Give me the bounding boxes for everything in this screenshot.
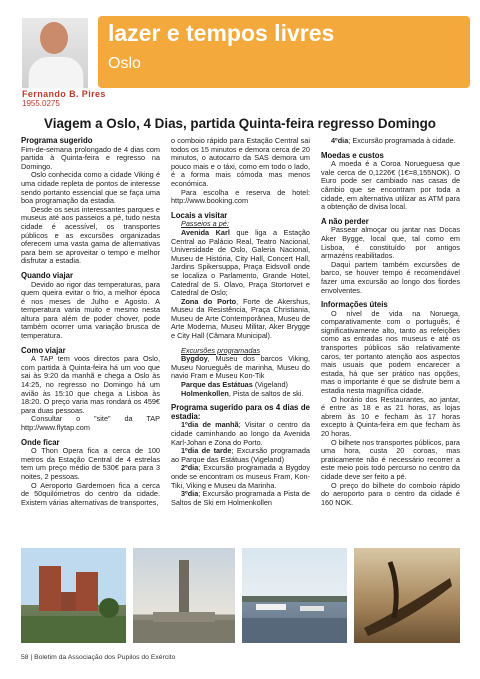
author-photo — [22, 18, 88, 88]
paragraph: O horário dos Restaurantes, ao jantar, é entre as 18 e as 21 horas, as lojas abrem às 10 e fecham às 17 horas excepto à Quinta-feira em que fecham às 20 horas. — [321, 394, 460, 438]
vigeland-monolith-photo — [133, 548, 235, 643]
paragraph — [171, 390, 310, 399]
author-name: Fernando B. Pires — [22, 89, 106, 99]
monolith-illustration — [133, 548, 235, 643]
day-label: 2ºdia — [181, 463, 199, 473]
paragraph: O preço do bilhete do comboio rápido do aeroporto para o centro da cidade é 160 NOK. — [321, 480, 460, 507]
harbour-photo — [242, 548, 347, 643]
paragraph — [171, 355, 310, 381]
paragraph — [171, 298, 310, 341]
day-desc: ; Excursão programada à cidade. — [348, 136, 456, 145]
paragraph: o comboio rápido para Estação Central sai todos os 15 minutos e demora cerca de 20 minutos, o autocarro da SAS demora um pouco mais e o táxi, como em todo o lado, é a forma mais cómoda mas menos económica. — [171, 136, 310, 188]
heading-onde-ficar: Onde ficar — [21, 437, 60, 447]
day-desc: ; Visitar o centro da cidade caminhando ao longo da Avenida Karl-Johan e Zona do Porto. — [171, 420, 311, 447]
author-number: 1955.0275 — [22, 99, 60, 108]
day-desc: ; Excursão programada ao Parque das Estátuas (Vigeland) — [171, 446, 310, 464]
harbour-illustration — [242, 548, 347, 643]
heading-programa: Programa sugerido — [21, 136, 93, 145]
paragraph: O bilhete nos transportes públicos, para uma hora, custa 20 coroas, mas praticamente não é necessário recorrer a este meio pois todo percurso no centro da cidade deve ser feito a pé. — [321, 437, 460, 481]
paragraph: A TAP tem voos directos para Oslo, com partida à Quinta-feira há um voo que sai às 9:20 da manhã e chega a Oslo às 14:25, no regresso no Domingo há um avião às 15:10 que chega a Lisboa às 18:20. O preço varia mas rondará os 459€ para duas pessoas. — [21, 354, 160, 415]
place-desc: que liga a Estação Central ao Palácio Real, Teatro Nacional, Universidade de Oslo, Galeria Nacional, Museu de História, City Hall, Concert Hall, Jardins Spikersuppa, Praça Eidsvoll onde se localiza o Parlamento, Grande Hotel, Catedral de S. Olavo, Praça Stortorvet e Catedral de Oslo; — [171, 227, 310, 298]
day-desc: ; Excursão programada a Bygdoy onde se encontram os museus Fram, Kon-Tiki, Viking e Museu da Marinha. — [171, 463, 310, 490]
heading-como-viajar: Como viajar — [21, 345, 66, 355]
paragraph — [171, 421, 310, 447]
paragraph: Devido ao rigor das temperaturas, para quem queira evitar o frio, a melhor época é nos meses de Julho e Agosto. A temperatura varia muito e mesmo nesta altura para além de poder chover, pode também ocorrer uma variação brusca de temperatura. — [21, 279, 160, 341]
day-label: 1ºdia de manhã — [181, 420, 239, 430]
subheading-excursoes: Excursões programadas — [181, 345, 261, 355]
paragraph: Passear almoçar ou jantar nas Docas Aker Bygge, local que, tal como em Lisboa, é constituído por antigos armazéns reabilitados. — [321, 225, 460, 261]
paragraph — [171, 229, 310, 298]
place-desc: (Vigeland) — [252, 380, 288, 390]
section-title: lazer e tempos livres — [108, 20, 335, 46]
place-desc: , Museu dos barcos Viking, Museu Norueguês de marinha, Museu do navio Fram e Museu Kon-Tik — [171, 354, 310, 381]
paragraph — [171, 464, 310, 490]
paragraph: Oslo conhecida como a cidade Viking é uma cidade repleta de pontos de interesse sendo portanto essencial que se faça uma boa programação da estadia. — [21, 170, 160, 206]
day-desc: ; Excursão programada a Pista de Saltos de Ski em Holmenkollen — [171, 489, 310, 507]
place-name: Bygdoy — [181, 354, 208, 364]
viking-ship-illustration — [354, 548, 460, 643]
section-subtitle: Oslo — [108, 55, 141, 72]
paragraph — [171, 447, 310, 464]
author-face — [40, 22, 68, 54]
paragraph: O nível de vida na Noruega, comparativamente com o português, é significativamente alto, tanto as refeições como as entradas nos museus e até os transportes públicos são relativamente caros, ter portanto atenção aos aspectos mais usuais que podem encarecer a estada, há que ser prático nas opções, mas o importante é que se disfrute bem a estadia nesta magnífica cidade. — [321, 308, 460, 396]
paragraph — [171, 490, 310, 507]
page-footer: 58 | Boletim da Associação dos Pupilos do Exército — [21, 654, 176, 661]
paragraph — [321, 137, 460, 146]
heading-quando-viajar: Quando viajar — [21, 270, 73, 280]
place-name: Holmenkollen — [181, 388, 229, 398]
city-hall-photo — [21, 548, 126, 643]
day-label: 3ºdia — [181, 489, 199, 499]
author-shirt — [28, 56, 84, 88]
day-label: 4ºdia — [331, 136, 349, 145]
heading-locais: Locais a visitar — [171, 210, 228, 220]
place-desc: , Forte de Akershus, Museu da Resistência, Praça Christiania, Museu de Arte Contemporânea, Museu de Arte Moderna, Museu Militar, Aker Brygge e City Hall (Câmara Municipal). — [171, 296, 310, 341]
subheading-passeios: Passeios a pé: — [181, 219, 229, 229]
city-hall-illustration — [21, 548, 126, 643]
place-desc: , Pista de saltos de ski. — [228, 388, 304, 398]
photo-strip — [21, 548, 460, 643]
paragraph: Desde os seus interessantes parques e museus até aos passeios a pé, tudo nesta cidade é acessível, os transportes públicos e as excursões organizadas oferecem uma vasta gama de alternativas para bem se aproveitar o tempo e melhor disfrutar a estadia. — [21, 204, 160, 266]
paragraph: Consultar o "site" da TAP http://www.flytap.com — [21, 414, 160, 432]
paragraph: O Aeroporto Gardemoen fica a cerca de 50quilómetros do centro da cidade. Existem várias alternativas de transportes, — [21, 480, 160, 507]
paragraph: A moeda é a Coroa Norueguesa que vale cerca de 0,1226€ (1€=8,155NOK). O Euro pode ser cambiado nas casas de câmbio que se encontram por toda a cidade, em alternativa utilizar as ATM para a obtenção de divisa local. — [321, 159, 460, 212]
paragraph: Daqui partem também excursões de barco, se houver tempo é recomendável fazer uma excursão ao longo dos fiordes envolventes. — [321, 259, 460, 295]
viking-ship-photo — [354, 548, 460, 643]
place-name: Parque das Estátuas — [181, 380, 253, 390]
heading-a-nao-perder: A não perder — [321, 216, 369, 226]
column-1 — [21, 137, 160, 507]
heading-moedas: Moedas e custos — [321, 150, 384, 160]
heading-informacoes: Informações úteis — [321, 300, 388, 310]
day-label: 1ºdia de tarde — [181, 446, 232, 456]
place-name: Zona do Porto — [181, 296, 237, 306]
place-name: Avenida Karl — [181, 227, 230, 237]
heading-programa-4-dias: Programa sugerido para os 4 dias de estadia: — [171, 403, 310, 421]
article-title: Viagem a Oslo, 4 Dias, partida Quinta-feira regresso Domingo — [44, 116, 436, 131]
paragraph: Para escolha e reserva de hotel: http://www.booking.com — [171, 187, 310, 206]
paragraph: O Thon Opera fica a cerca de 100 metros da Estação Central de 4 estrelas tem um preço médio de 530€ para para 3 noites, 2 pessoas. — [21, 446, 160, 481]
column-3 — [321, 137, 460, 507]
paragraph: Fim-de-semana prolongado de 4 dias com partida à Quinta-feira e regresso na Domingo. — [21, 144, 160, 171]
column-2 — [171, 137, 310, 507]
